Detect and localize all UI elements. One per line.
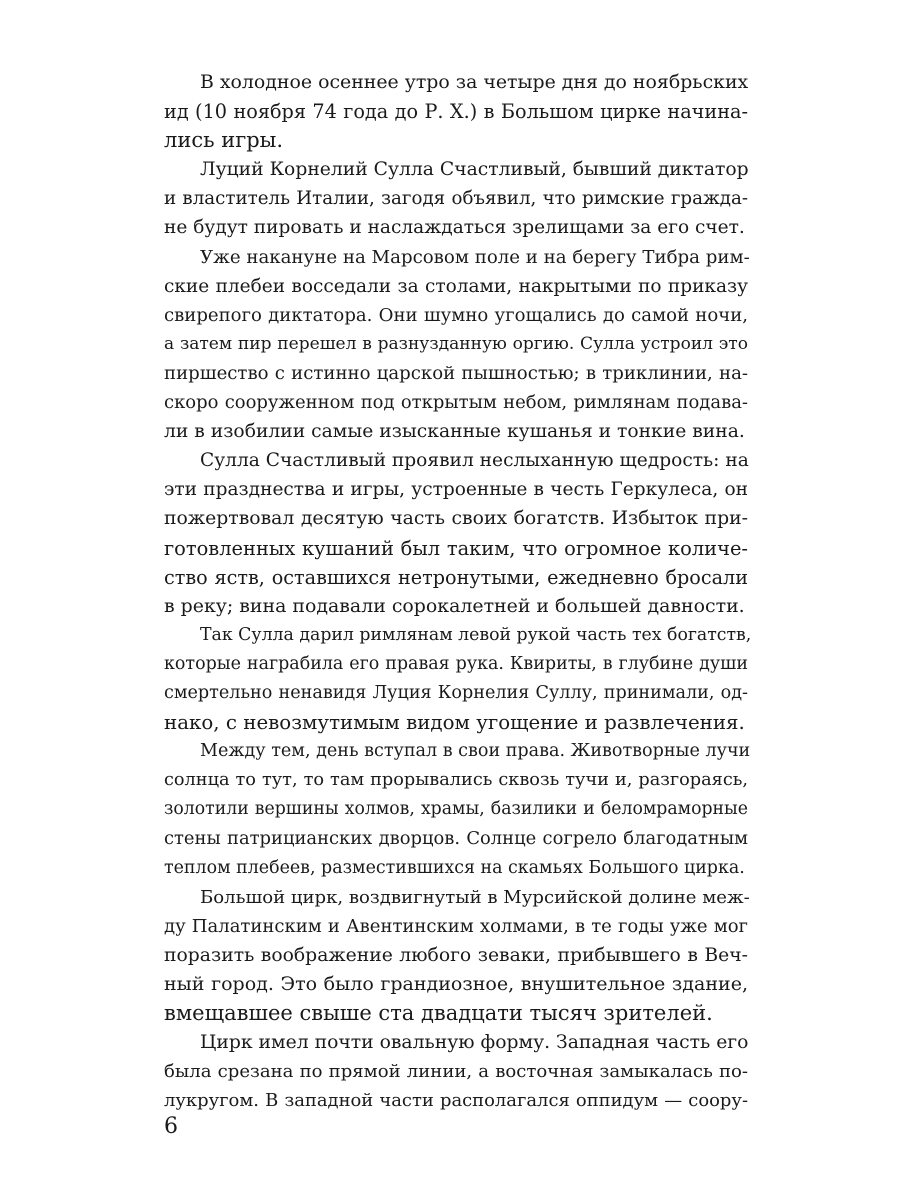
- text-line: а затем пир перешел в разнузданную оргию. Сулла устроил это: [164, 333, 748, 354]
- text-line: лукругом. В западной части располагался оппидум — соору-: [164, 1090, 748, 1112]
- text-line: ный город. Это было грандиозное, внушительное здание,: [164, 972, 748, 995]
- text-line: ли в изобилии самые изысканные кушанья и тонкие вина.: [164, 421, 745, 443]
- text-line: Сулла Счастливый проявил неслыханную щедрость: на: [200, 450, 749, 472]
- text-line: пиршество с истинно царской пышностью; в триклинии, на-: [164, 362, 748, 384]
- text-line: которые награбила его правая рука. Квириты, в глубине души: [164, 653, 748, 674]
- text-line: ские плебеи восседали за столами, накрытыми по приказу: [164, 275, 748, 297]
- text-line: Большой цирк, воздвигнутый в Мурсийской долине меж-: [200, 886, 750, 908]
- text-line: ид (10 ноября 74 года до Р. Х.) в Большом цирке начина-: [164, 100, 748, 124]
- text-line: стены патрицианских дворцов. Солнце согрело благодатным: [164, 828, 748, 850]
- text-line: готовленных кушаний был таким, что огромное количе-: [164, 536, 748, 560]
- text-line: поразить воображение любого зеваки, прибывшего в Веч-: [164, 944, 748, 966]
- text-line: не будут пировать и наслаждаться зрелищами за его счет.: [164, 217, 745, 239]
- text-line: нако, с невозмутимым видом угощение и развлечения.: [164, 711, 745, 735]
- text-line: скоро сооруженном под открытым небом, римлянам подава-: [164, 392, 748, 414]
- text-line: солнца то тут, то там прорывались сквозь тучи и, разгораясь,: [164, 770, 748, 791]
- text-line: золотили вершины холмов, храмы, базилики и беломраморные: [164, 799, 748, 820]
- text-line: пожертвовал десятую часть своих богатств. Избыток при-: [164, 508, 748, 530]
- text-line: Луций Корнелий Сулла Счастливый, бывший диктатор: [200, 159, 749, 181]
- page-number: 6: [164, 1114, 178, 1139]
- text-line: вмещавшее свыше ста двадцати тысяч зрителей.: [164, 1001, 713, 1025]
- text-line: смертельно ненавидя Луция Корнелия Суллу, принимали, од-: [164, 682, 748, 703]
- text-line: В холодное осеннее утро за четыре дня до ноябрьских: [200, 71, 749, 93]
- text-line: в реку; вина подавали сорокалетней и большей давности.: [164, 594, 745, 617]
- text-line: свирепого диктатора. Они шумно угощались до самой ночи,: [164, 304, 748, 326]
- text-line: была срезана по прямой линии, а восточная замыкалась по-: [164, 1061, 748, 1083]
- text-line: Так Сулла дарил римлянам левой рукой часть тех богатств,: [200, 624, 752, 645]
- text-line: Цирк имел почти овальную форму. Западная часть его: [200, 1032, 749, 1054]
- text-line: Между тем, день вступал в свои права. Животворные лучи: [200, 741, 751, 762]
- text-line: ство яств, оставшихся нетронутыми, ежедневно бросали: [164, 565, 748, 589]
- text-line: эти празднества и игры, устроенные в честь Геркулеса, он: [164, 479, 748, 501]
- text-line: теплом плебеев, разместившихся на скамьях Большого цирка.: [164, 857, 745, 878]
- body-text: [164, 68, 752, 1115]
- text-line: Уже накануне на Марсовом поле и на берегу Тибра рим-: [200, 246, 750, 268]
- text-line: лись игры.: [164, 128, 284, 153]
- text-line: и властитель Италии, загодя объявил, что римские гражда-: [164, 188, 748, 210]
- text-line: ду Палатинским и Авентинским холмами, в те годы уже мог: [164, 915, 748, 937]
